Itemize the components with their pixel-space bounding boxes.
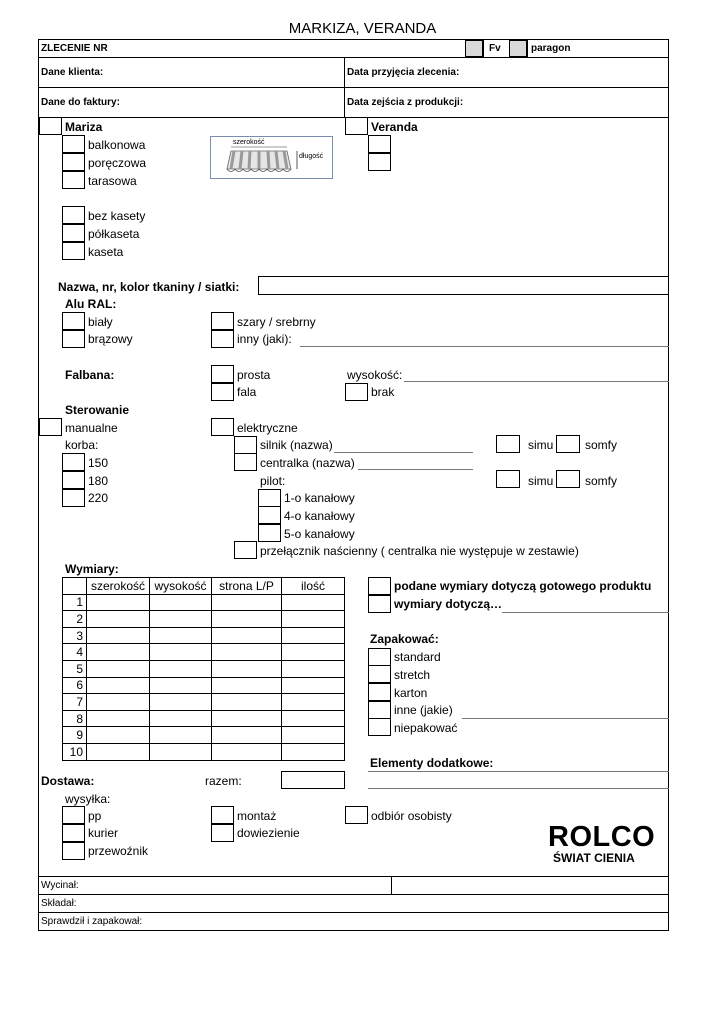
table-row[interactable] bbox=[63, 694, 345, 711]
row-number: 4 bbox=[63, 644, 87, 661]
row-number: 9 bbox=[63, 727, 87, 744]
electric-checkbox[interactable] bbox=[211, 418, 234, 436]
bialy-checkbox[interactable] bbox=[62, 312, 85, 330]
table-row[interactable] bbox=[63, 611, 345, 628]
razem-label: razem: bbox=[205, 774, 242, 788]
motor-somfy-checkbox[interactable] bbox=[556, 435, 580, 453]
wall-switch-label: przełącznik naścienny ( centralka nie występuje w zestawie) bbox=[260, 544, 579, 558]
central-name-line[interactable] bbox=[358, 469, 473, 470]
motor-simu-label: simu bbox=[528, 438, 554, 452]
pack-stretch: stretch bbox=[394, 668, 431, 682]
wymiary-note-1: podane wymiary dotyczą gotowego produktu bbox=[394, 579, 652, 593]
type-tarasowa: tarasowa bbox=[88, 174, 137, 188]
table-row[interactable] bbox=[63, 727, 345, 744]
korba-220-checkbox[interactable] bbox=[62, 489, 85, 507]
korba-150-checkbox[interactable] bbox=[62, 453, 85, 471]
row-number: 5 bbox=[63, 660, 87, 677]
row-number: 3 bbox=[63, 627, 87, 644]
row-number: 6 bbox=[63, 677, 87, 694]
fv-checkbox[interactable] bbox=[465, 40, 483, 57]
table-row[interactable] bbox=[63, 627, 345, 644]
channel-4-checkbox[interactable] bbox=[258, 506, 281, 524]
korba-220: 220 bbox=[88, 491, 109, 505]
przewoznik-checkbox[interactable] bbox=[62, 842, 85, 860]
rolco-logo: ROLCO bbox=[548, 821, 656, 853]
other-color-line[interactable] bbox=[300, 346, 669, 347]
pack-karton: karton bbox=[394, 686, 428, 700]
channel-1-checkbox[interactable] bbox=[258, 489, 281, 507]
order-date-label: Data przyjęcia zlecenia: bbox=[347, 67, 460, 78]
alu-label: Alu RAL: bbox=[65, 297, 117, 311]
rolco-tagline: ŚWIAT CIENIA bbox=[553, 851, 635, 865]
motor-somfy-label: somfy bbox=[585, 438, 618, 452]
diagram-width-label: szerokość bbox=[233, 139, 265, 146]
standard-checkbox[interactable] bbox=[368, 648, 391, 666]
fabric-label: Nazwa, nr, kolor tkaniny / siatki: bbox=[58, 280, 240, 294]
row-number: 1 bbox=[63, 594, 87, 611]
invoice-label: Dane do faktury: bbox=[41, 97, 120, 108]
falbana-fala: fala bbox=[237, 385, 257, 399]
table-row[interactable] bbox=[63, 644, 345, 661]
wymiary-note-2: wymiary dotyczą… bbox=[394, 597, 503, 611]
table-row[interactable] bbox=[63, 660, 345, 677]
motor-name-line[interactable] bbox=[334, 452, 473, 453]
pack-standard: standard bbox=[394, 650, 441, 664]
motor-checkbox[interactable] bbox=[234, 436, 257, 454]
col-szerokosc: szerokość bbox=[87, 578, 150, 595]
footer-skladal: Składał: bbox=[41, 898, 77, 909]
bez-kasety-checkbox[interactable] bbox=[62, 206, 85, 224]
row-number: 8 bbox=[63, 710, 87, 727]
balkonowa-checkbox[interactable] bbox=[62, 135, 85, 153]
pack-other-line[interactable] bbox=[462, 718, 669, 719]
pilot-simu-label: simu bbox=[528, 474, 554, 488]
production-date-label: Data zejścia z produkcji: bbox=[347, 97, 464, 108]
veranda-option-1-checkbox[interactable] bbox=[368, 135, 391, 153]
table-header-row bbox=[63, 578, 345, 595]
montaz-checkbox[interactable] bbox=[211, 806, 234, 824]
falbana-prosta: prosta bbox=[237, 368, 271, 382]
delivery-dowiezienie: dowiezienie bbox=[237, 826, 300, 840]
manual-checkbox[interactable] bbox=[39, 418, 62, 436]
motor-label: silnik (nazwa) bbox=[260, 438, 333, 452]
pilot-label: pilot: bbox=[260, 474, 286, 488]
falbana-height-label: wysokość: bbox=[347, 368, 403, 382]
color-inny: inny (jaki): bbox=[237, 332, 292, 346]
footer-sprawdzil: Sprawdził i zapakował: bbox=[41, 916, 143, 927]
paragon-checkbox[interactable] bbox=[509, 40, 527, 57]
client-label: Dane klienta: bbox=[41, 67, 104, 78]
brak-checkbox[interactable] bbox=[345, 383, 368, 401]
pilot-somfy-checkbox[interactable] bbox=[556, 470, 580, 488]
veranda-label: Veranda bbox=[371, 120, 418, 134]
pilot-somfy-label: somfy bbox=[585, 474, 618, 488]
korba-180: 180 bbox=[88, 474, 109, 488]
karton-checkbox[interactable] bbox=[368, 683, 391, 701]
dimensions-table bbox=[62, 577, 345, 761]
row-number: 10 bbox=[63, 743, 87, 760]
type-poreczowa: poręczowa bbox=[88, 156, 147, 170]
kurier-checkbox[interactable] bbox=[62, 824, 85, 842]
dostawa-label: Dostawa: bbox=[41, 774, 95, 788]
col-wysokosc: wysokość bbox=[150, 578, 212, 595]
awning-diagram bbox=[210, 136, 333, 179]
pack-inne: inne (jakie) bbox=[394, 703, 453, 717]
wysylka-label: wysyłka: bbox=[65, 792, 111, 806]
col-strona: strona L/P bbox=[212, 578, 282, 595]
cassette-half: półkaseta bbox=[88, 227, 140, 241]
manual-label: manualne bbox=[65, 421, 118, 435]
color-brazowy: brązowy bbox=[88, 332, 133, 346]
dimensions-refer-checkbox[interactable] bbox=[368, 595, 391, 613]
falbana-none: brak bbox=[371, 385, 395, 399]
row-number: 7 bbox=[63, 694, 87, 711]
central-label: centralka (nazwa) bbox=[260, 456, 355, 470]
markiza-label: Mariza bbox=[65, 120, 103, 134]
kaseta-checkbox[interactable] bbox=[62, 242, 85, 260]
veranda-option-2-checkbox[interactable] bbox=[368, 153, 391, 171]
pp-checkbox[interactable] bbox=[62, 806, 85, 824]
page-title: MARKIZA, VERANDA bbox=[288, 20, 437, 37]
extras-line-2[interactable] bbox=[368, 788, 669, 789]
prosta-checkbox[interactable] bbox=[211, 365, 234, 383]
cassette-none: bez kasety bbox=[88, 209, 146, 223]
poreczowa-checkbox[interactable] bbox=[62, 153, 85, 171]
col-ilosc: ilość bbox=[282, 578, 345, 595]
falbana-height-line[interactable] bbox=[404, 381, 669, 382]
type-balkonowa: balkonowa bbox=[88, 138, 146, 152]
finished-product-checkbox[interactable] bbox=[368, 577, 391, 595]
markiza-checkbox[interactable] bbox=[39, 117, 62, 135]
row-number: 2 bbox=[63, 611, 87, 628]
diagram-length-label: długość bbox=[299, 153, 324, 160]
order-nr-label: ZLECENIE NR bbox=[41, 43, 108, 54]
fabric-input[interactable] bbox=[258, 276, 669, 295]
motor-simu-checkbox[interactable] bbox=[496, 435, 520, 453]
razem-input[interactable] bbox=[281, 771, 345, 789]
table-row[interactable] bbox=[63, 594, 345, 611]
table-row[interactable] bbox=[63, 677, 345, 694]
delivery-kurier: kurier bbox=[88, 826, 119, 840]
inny-checkbox[interactable] bbox=[211, 330, 234, 348]
central-checkbox[interactable] bbox=[234, 453, 257, 471]
niepakowac-checkbox[interactable] bbox=[368, 718, 391, 736]
extras-line-1[interactable] bbox=[368, 771, 669, 772]
dimensions-refer-line[interactable] bbox=[502, 612, 669, 613]
polkaseta-checkbox[interactable] bbox=[62, 224, 85, 242]
pack-none: niepakować bbox=[394, 721, 458, 735]
delivery-przewoznik: przewoźnik bbox=[88, 844, 149, 858]
falbana-label: Falbana: bbox=[65, 368, 115, 382]
fala-checkbox[interactable] bbox=[211, 383, 234, 401]
footer-wycinal: Wycinał: bbox=[41, 880, 79, 891]
delivery-montaz: montaż bbox=[237, 809, 277, 823]
color-bialy: biały bbox=[88, 315, 113, 329]
dowiezienie-checkbox[interactable] bbox=[211, 824, 234, 842]
channel-1-label: 1-o kanałowy bbox=[284, 491, 355, 505]
odbior-checkbox[interactable] bbox=[345, 806, 368, 824]
electric-label: elektryczne bbox=[237, 421, 298, 435]
korba-180-checkbox[interactable] bbox=[62, 471, 85, 489]
table-row[interactable] bbox=[63, 743, 345, 760]
brazowy-checkbox[interactable] bbox=[62, 330, 85, 348]
delivery-pp: pp bbox=[88, 809, 102, 823]
wall-switch-checkbox[interactable] bbox=[234, 541, 257, 559]
wymiary-label: Wymiary: bbox=[65, 562, 119, 576]
fv-label: Fv bbox=[489, 43, 501, 54]
korba-label: korba: bbox=[65, 438, 99, 452]
channel-5-label: 5-o kanałowy bbox=[284, 527, 355, 541]
extras-label: Elementy dodatkowe: bbox=[370, 756, 494, 770]
color-szary: szary / srebrny bbox=[237, 315, 316, 329]
channel-4-label: 4-o kanałowy bbox=[284, 509, 355, 523]
korba-150: 150 bbox=[88, 456, 109, 470]
channel-5-checkbox[interactable] bbox=[258, 524, 281, 542]
pilot-simu-checkbox[interactable] bbox=[496, 470, 520, 488]
stretch-checkbox[interactable] bbox=[368, 665, 391, 683]
delivery-odbior: odbiór osobisty bbox=[371, 809, 452, 823]
szary-checkbox[interactable] bbox=[211, 312, 234, 330]
cassette-full: kaseta bbox=[88, 245, 124, 259]
inne-checkbox[interactable] bbox=[368, 701, 391, 719]
veranda-checkbox[interactable] bbox=[345, 117, 368, 135]
table-row[interactable] bbox=[63, 710, 345, 727]
sterowanie-label: Sterowanie bbox=[65, 403, 130, 417]
tarasowa-checkbox[interactable] bbox=[62, 171, 85, 189]
zapakowac-label: Zapakować: bbox=[370, 632, 439, 646]
paragon-label: paragon bbox=[531, 43, 571, 54]
